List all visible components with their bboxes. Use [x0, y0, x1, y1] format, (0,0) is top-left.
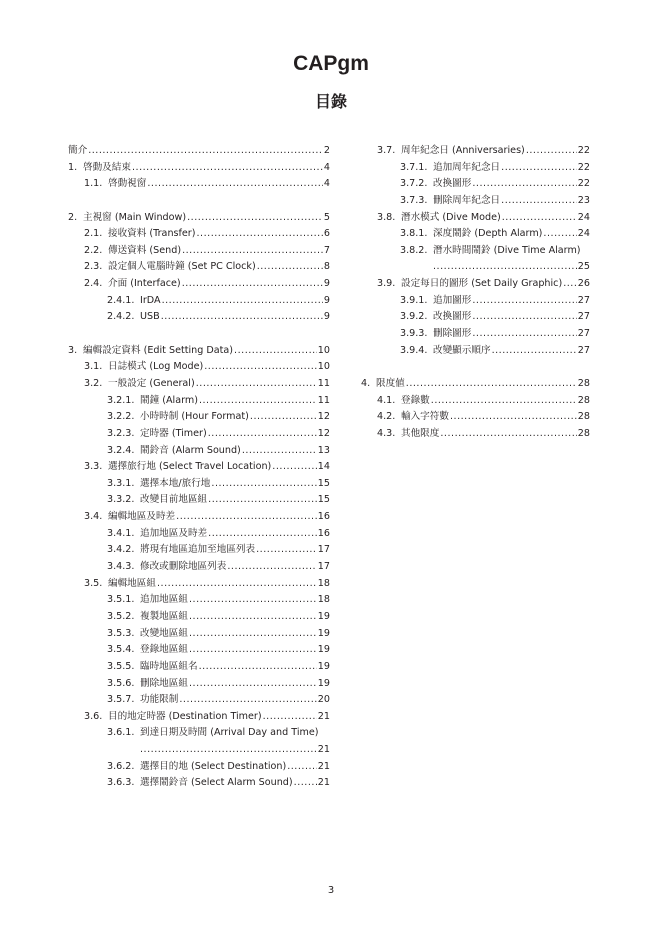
- toc-entry[interactable]: [68, 642, 330, 659]
- toc-entry-page: 13: [317, 444, 330, 456]
- toc-entry[interactable]: [68, 343, 330, 360]
- toc-entry-number: 3.5.6.: [107, 677, 135, 689]
- toc-entry-text: 編輯設定資料 (Edit Setting Data): [83, 344, 234, 356]
- toc-entry[interactable]: [68, 509, 330, 526]
- toc-entry[interactable]: [68, 309, 330, 326]
- section-spacer: [68, 193, 330, 210]
- toc-entry[interactable]: [68, 426, 330, 443]
- toc-entry[interactable]: [361, 243, 590, 260]
- toc-entry-text: USB: [140, 311, 160, 323]
- toc-entry-number: 3.6.: [84, 710, 103, 722]
- toc-entry[interactable]: [361, 343, 590, 360]
- toc-entry-text: 刪除地區組: [140, 677, 188, 689]
- toc-entry[interactable]: [361, 409, 590, 426]
- leader-dots: [287, 759, 317, 776]
- toc-entry-page: 15: [317, 494, 330, 506]
- toc-entry-text: 介面 (Interface): [108, 278, 181, 290]
- toc-entry-page: 8: [323, 261, 330, 273]
- toc-entry-page: 5: [323, 211, 330, 223]
- toc-entry[interactable]: [68, 276, 330, 293]
- toc-entry[interactable]: [68, 492, 330, 509]
- toc-entry-number: 3.8.1.: [400, 228, 428, 240]
- leader-dots: [227, 559, 316, 576]
- toc-entry-number: 3.2.2.: [107, 411, 135, 423]
- toc-entry-text: 輸入字符數: [401, 411, 449, 423]
- leader-dots: [199, 659, 317, 676]
- toc-entry-number: 3.5.7.: [107, 694, 135, 706]
- toc-entry-page: 19: [317, 644, 330, 656]
- toc-entry-text: 登錄數: [401, 394, 430, 406]
- toc-entry-page: 24: [577, 228, 590, 240]
- toc-entry[interactable]: [68, 176, 330, 193]
- toc-entry-number: 3.2.3.: [107, 427, 135, 439]
- leader-dots: [182, 243, 323, 260]
- toc-entry-page: 9: [323, 311, 330, 323]
- toc-entry-page: 22: [577, 161, 590, 173]
- toc-entry[interactable]: [68, 559, 330, 576]
- leader-dots: [450, 409, 577, 426]
- section-spacer: [361, 359, 590, 376]
- toc-entry[interactable]: [68, 226, 330, 243]
- toc-entry-number: 3.6.2.: [107, 760, 135, 772]
- leader-dots: [189, 642, 317, 659]
- toc-entry-text: 小時時制 (Hour Format): [140, 411, 249, 423]
- leader-dots: [492, 343, 577, 360]
- toc-entry-page: 19: [317, 610, 330, 622]
- toc-entry-number: 3.5.3.: [107, 627, 135, 639]
- toc-entry-text: 日誌模式 (Log Mode): [108, 361, 204, 373]
- toc-entry-number: 3.3.: [84, 461, 103, 473]
- toc-entry-page: 4: [323, 161, 330, 173]
- toc-entry-text: 追加地區組: [140, 594, 188, 606]
- leader-dots: [196, 376, 317, 393]
- toc-entry-text: 改變地區組: [140, 627, 188, 639]
- toc-entry-text: 潛水模式 (Dive Mode): [401, 211, 501, 223]
- toc-entry-number: 4.3.: [377, 427, 396, 439]
- leader-dots: [250, 409, 317, 426]
- toc-entry-number: 2.4.2.: [107, 311, 135, 323]
- toc-entry-page: 12: [317, 411, 330, 423]
- toc-entry-page: 4: [323, 178, 330, 190]
- leader-dots: [431, 393, 577, 410]
- leader-dots: [176, 509, 317, 526]
- toc-entry[interactable]: [68, 459, 330, 476]
- toc-entry-number: 3.4.1.: [107, 527, 135, 539]
- toc-entry-text: 將現有地區追加至地區列表: [140, 544, 256, 556]
- toc-left-column: [68, 143, 330, 792]
- toc-entry-page: 25: [577, 261, 590, 273]
- leader-dots: [406, 376, 577, 393]
- toc-entry-page: 26: [577, 278, 590, 290]
- toc-entry-number: 3.5.1.: [107, 594, 135, 606]
- toc-entry-text: 到達日期及時間 (Arrival Day and Time): [140, 727, 319, 739]
- toc-entry-text: 編輯地區組: [108, 577, 156, 589]
- leader-dots: [472, 176, 576, 193]
- toc-entry-number: 2.1.: [84, 228, 103, 240]
- toc-entry-text: 改變目前地區組: [140, 494, 208, 506]
- toc-entry-page: 14: [317, 461, 330, 473]
- toc-entry-number: 3.9.3.: [400, 328, 428, 340]
- toc-entry-text: 選擇本地/旅行地: [140, 477, 211, 489]
- toc-entry[interactable]: [68, 659, 330, 676]
- toc-entry-text: 臨時地區組名: [140, 660, 198, 672]
- leader-dots: [472, 326, 576, 343]
- toc-entry[interactable]: [68, 293, 330, 310]
- leader-dots: [189, 609, 317, 626]
- document-title: CAPgm: [293, 52, 369, 75]
- toc-entry-page: 7: [323, 244, 330, 256]
- toc-entry-text: 定時器 (Timer): [140, 427, 207, 439]
- toc-entry-page: 23: [577, 194, 590, 206]
- toc-entry-number: 3.3.1.: [107, 477, 135, 489]
- toc-entry-text: 設定個人電腦時鐘 (Set PC Clock): [108, 261, 256, 273]
- toc-entry-page: 28: [577, 394, 590, 406]
- toc-entry[interactable]: [68, 526, 330, 543]
- leader-dots: [472, 309, 576, 326]
- toc-entry-text: 限度値: [376, 377, 405, 389]
- toc-entry-page: 27: [577, 344, 590, 356]
- toc-entry[interactable]: [68, 359, 330, 376]
- leader-dots: [257, 259, 323, 276]
- toc-entry-text: 目的地定時器 (Destination Timer): [108, 710, 262, 722]
- leader-dots: [147, 176, 323, 193]
- leader-dots: [187, 210, 323, 227]
- toc-entry-number: 3.8.2.: [400, 244, 428, 256]
- leader-dots: [543, 226, 576, 243]
- toc-entry-text: 傳送資料 (Send): [108, 244, 182, 256]
- toc-entry-number: 4.2.: [377, 411, 396, 423]
- toc-entry-number: 3.5.2.: [107, 610, 135, 622]
- leader-dots: [189, 592, 317, 609]
- leader-dots: [161, 309, 323, 326]
- toc-entry-number: 3.7.: [377, 145, 396, 156]
- toc-entry-page: 21: [317, 710, 330, 722]
- toc-entry[interactable]: [361, 326, 590, 343]
- toc-entry[interactable]: [361, 143, 590, 160]
- leader-dots: [132, 160, 323, 177]
- toc-entry-page: 10: [317, 361, 330, 373]
- toc-entry-text: 選擇旅行地 (Select Travel Location): [108, 461, 272, 473]
- toc-entry-number: 3.6.1.: [107, 727, 135, 739]
- toc-entry[interactable]: [68, 609, 330, 626]
- toc-entry-number: 3.5.5.: [107, 660, 135, 672]
- leader-dots: [256, 542, 317, 559]
- toc-entry[interactable]: [68, 542, 330, 559]
- toc-entry[interactable]: [68, 692, 330, 709]
- toc-entry-page: 20: [317, 694, 330, 706]
- leader-dots: [204, 359, 317, 376]
- leader-dots: [433, 259, 577, 276]
- toc-entry-text: 複製地區組: [140, 610, 188, 622]
- toc-entry-text: 刪除周年紀念日: [433, 194, 501, 206]
- toc-entry[interactable]: [68, 759, 330, 776]
- toc-entry-page: 10: [317, 344, 330, 356]
- toc-entry-text: 啓動及結束: [83, 161, 131, 173]
- leader-dots: [208, 526, 317, 543]
- toc-entry-page: 12: [317, 427, 330, 439]
- toc-entry-number: 3.2.4.: [107, 444, 135, 456]
- toc-entry-text: 一般設定 (General): [108, 377, 195, 389]
- toc-entry[interactable]: [361, 226, 590, 243]
- toc-entry-page: 21: [317, 760, 330, 772]
- toc-entry-number: 3.9.: [377, 278, 396, 290]
- leader-dots: [272, 459, 316, 476]
- toc-entry-page: 21: [317, 777, 330, 789]
- toc-entry-number: 3.6.3.: [107, 777, 135, 789]
- toc-entry-page: 18: [317, 594, 330, 606]
- leader-dots: [211, 476, 316, 493]
- leader-dots: [179, 692, 316, 709]
- toc-entry-continuation: [361, 259, 590, 276]
- toc-entry-number: 4.: [361, 377, 371, 389]
- toc-entry-page: 9: [323, 294, 330, 306]
- toc-entry[interactable]: [68, 592, 330, 609]
- toc-entry-number: 3.2.: [84, 377, 103, 389]
- toc-entry-number: 2.4.: [84, 278, 103, 290]
- page-number: 3: [327, 885, 335, 896]
- toc-entry-number: 1.1.: [84, 178, 103, 190]
- toc-entry-page: 19: [317, 660, 330, 672]
- toc-entry-number: 2.4.1.: [107, 294, 135, 306]
- toc-entry-text: 周年紀念日 (Anniversaries): [401, 145, 525, 156]
- toc-entry-number: 2.: [68, 211, 78, 223]
- toc-entry-page: 21: [317, 744, 330, 756]
- toc-entry[interactable]: [361, 210, 590, 227]
- toc-entry[interactable]: [361, 426, 590, 443]
- leader-dots: [502, 210, 577, 227]
- toc-entry-text: 鬧鐘 (Alarm): [140, 394, 198, 406]
- leader-dots: [189, 676, 317, 693]
- leader-dots: [472, 293, 576, 310]
- toc-entry-number: 2.2.: [84, 244, 103, 256]
- toc-entry-text: 追加地區及時差: [140, 527, 208, 539]
- leader-dots: [208, 492, 317, 509]
- toc-entry[interactable]: [68, 259, 330, 276]
- leader-dots: [501, 160, 577, 177]
- toc-entry-number: 3.7.3.: [400, 194, 428, 206]
- toc-entry[interactable]: [68, 143, 330, 160]
- toc-entry[interactable]: [361, 293, 590, 310]
- toc-entry-page: 28: [577, 427, 590, 439]
- leader-dots: [294, 775, 317, 792]
- toc-entry-page: 17: [317, 561, 330, 573]
- toc-entry-page: 28: [577, 377, 590, 389]
- toc-entry-text: 深度鬧鈴 (Depth Alarm): [433, 228, 543, 240]
- toc-entry-page: 27: [577, 311, 590, 323]
- toc-entry-page: 28: [577, 411, 590, 423]
- toc-entry[interactable]: [361, 193, 590, 210]
- leader-dots: [440, 426, 576, 443]
- toc-entry[interactable]: [68, 676, 330, 693]
- toc-entry-page: 16: [317, 527, 330, 539]
- toc-entry[interactable]: [68, 376, 330, 393]
- toc-entry-number: 4.1.: [377, 394, 396, 406]
- toc-entry-number: 2.3.: [84, 261, 103, 273]
- toc-entry-text: 接收資料 (Transfer): [108, 228, 196, 240]
- toc-right-column: [361, 143, 590, 443]
- toc-entry-number: 3.4.2.: [107, 544, 135, 556]
- toc-entry[interactable]: [68, 576, 330, 593]
- section-spacer: [68, 326, 330, 343]
- leader-dots: [197, 226, 323, 243]
- toc-entry-text: 鬧鈴音 (Alarm Sound): [140, 444, 241, 456]
- toc-entry-number: 3.7.2.: [400, 178, 428, 190]
- leader-dots: [88, 143, 323, 160]
- toc-entry-page: 11: [317, 394, 330, 406]
- toc-entry-number: 3.8.: [377, 211, 396, 223]
- toc-entry[interactable]: [68, 626, 330, 643]
- leader-dots: [263, 709, 317, 726]
- toc-entry-text: 啓動視窗: [108, 178, 147, 190]
- toc-entry-continuation: [68, 742, 330, 759]
- toc-entry-number: 3.: [68, 344, 78, 356]
- toc-entry-number: 3.7.1.: [400, 161, 428, 173]
- leader-dots: [162, 293, 323, 310]
- leader-dots: [157, 576, 317, 593]
- toc-entry-page: 15: [317, 477, 330, 489]
- toc-entry-text: 改換圖形: [433, 178, 472, 190]
- leader-dots: [199, 393, 317, 410]
- toc-entry-text: 簡介: [68, 145, 88, 156]
- toc-entry[interactable]: [68, 160, 330, 177]
- toc-entry[interactable]: [68, 443, 330, 460]
- toc-entry-number: 3.2.1.: [107, 394, 135, 406]
- toc-entry-page: 6: [323, 228, 330, 240]
- leader-dots: [182, 276, 323, 293]
- toc-entry[interactable]: [68, 393, 330, 410]
- leader-dots: [140, 742, 317, 759]
- toc-entry[interactable]: [68, 409, 330, 426]
- leader-dots: [563, 276, 577, 293]
- toc-entry-text: 編輯地區及時差: [108, 511, 176, 523]
- toc-entry-page: 19: [317, 677, 330, 689]
- toc-entry-page: 27: [577, 294, 590, 306]
- toc-entry-text: 刪除圖形: [433, 328, 472, 340]
- toc-entry[interactable]: [361, 276, 590, 293]
- toc-entry[interactable]: [68, 476, 330, 493]
- leader-dots: [234, 343, 317, 360]
- toc-entry-text: 追加圖形: [433, 294, 472, 306]
- toc-entry-page: 2: [323, 145, 330, 156]
- toc-entry-number: 1.: [68, 161, 78, 173]
- toc-entry-page: 27: [577, 328, 590, 340]
- toc-entry[interactable]: [361, 160, 590, 177]
- toc-entry-page: 16: [317, 511, 330, 523]
- toc-entry-text: 選擇目的地 (Select Destination): [140, 760, 287, 772]
- toc-entry-number: 3.9.4.: [400, 344, 428, 356]
- toc-entry[interactable]: [361, 393, 590, 410]
- toc-entry-text: 改變顯示順序: [433, 344, 491, 356]
- toc-entry-page: 19: [317, 627, 330, 639]
- toc-entry-text: 追加周年紀念日: [433, 161, 501, 173]
- toc-entry-text: 選擇鬧鈴音 (Select Alarm Sound): [140, 777, 293, 789]
- toc-entry-number: 3.3.2.: [107, 494, 135, 506]
- toc-entry-page: 22: [577, 178, 590, 190]
- toc-entry-text: 主視窗 (Main Window): [83, 211, 187, 223]
- toc-entry-text: 功能限制: [140, 694, 179, 706]
- toc-entry-page: 18: [317, 577, 330, 589]
- toc-entry[interactable]: [68, 725, 330, 742]
- toc-entry-page: 11: [317, 377, 330, 389]
- toc-entry-text: IrDA: [140, 294, 161, 306]
- toc-entry[interactable]: [68, 775, 330, 792]
- toc-entry-text: 設定每日的圖形 (Set Daily Graphic): [401, 278, 563, 290]
- toc-entry-text: 修改或刪除地區列表: [140, 561, 227, 573]
- toc-entry[interactable]: [361, 309, 590, 326]
- toc-entry-page: 22: [577, 145, 590, 156]
- toc-entry[interactable]: [68, 709, 330, 726]
- leader-dots: [208, 426, 317, 443]
- toc-entry-number: 3.1.: [84, 361, 103, 373]
- toc-entry-number: 3.9.1.: [400, 294, 428, 306]
- toc-entry-text: 其他限度: [401, 427, 440, 439]
- toc-heading: 目錄: [314, 92, 347, 111]
- toc-entry-number: 3.4.3.: [107, 561, 135, 573]
- toc-entry-number: 3.4.: [84, 511, 103, 523]
- toc-entry-page: 17: [317, 544, 330, 556]
- toc-entry[interactable]: [361, 376, 590, 393]
- toc-entry[interactable]: [68, 210, 330, 227]
- toc-entry-page: 9: [323, 278, 330, 290]
- toc-entry[interactable]: [68, 243, 330, 260]
- leader-dots: [189, 626, 317, 643]
- toc-entry-page: 24: [577, 211, 590, 223]
- toc-entry[interactable]: [361, 176, 590, 193]
- toc-entry-number: 3.5.: [84, 577, 103, 589]
- leader-dots: [501, 193, 577, 210]
- toc-entry-number: 3.5.4.: [107, 644, 135, 656]
- toc-entry-text: 潛水時間鬧鈴 (Dive Time Alarm): [433, 244, 581, 256]
- leader-dots: [242, 443, 317, 460]
- toc-entry-text: 改換圖形: [433, 311, 472, 323]
- toc-entry-number: 3.9.2.: [400, 311, 428, 323]
- toc-entry-text: 登錄地區組: [140, 644, 188, 656]
- leader-dots: [526, 143, 577, 160]
